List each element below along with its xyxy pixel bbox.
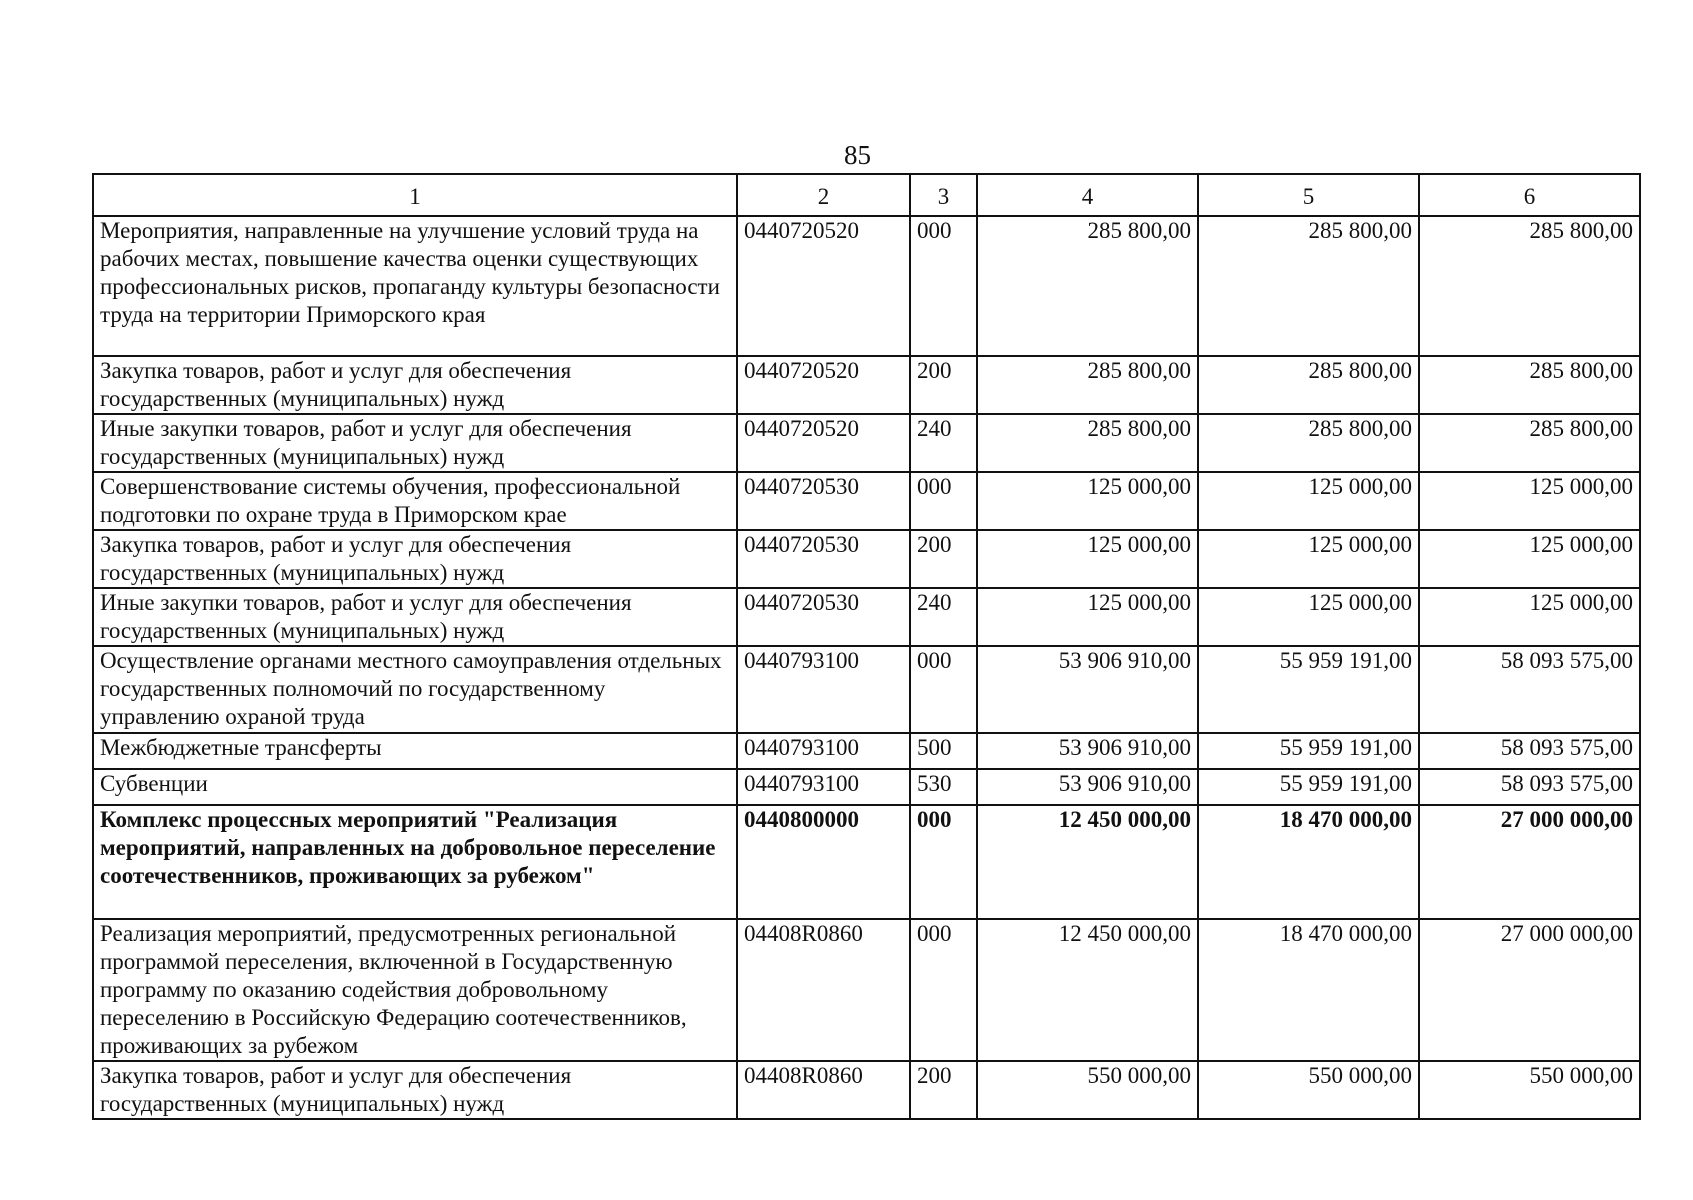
row-amount-6: 27 000 000,00 — [1419, 919, 1640, 1061]
row-code: 0440793100 — [737, 646, 910, 733]
row-amount-5: 18 470 000,00 — [1198, 919, 1419, 1061]
row-amount-5: 550 000,00 — [1198, 1061, 1419, 1119]
table-row — [93, 919, 1640, 1061]
row-amount-6: 58 093 575,00 — [1419, 646, 1640, 733]
row-type: 240 — [910, 414, 977, 472]
row-amount-4: 125 000,00 — [977, 588, 1198, 646]
row-amount-5: 285 800,00 — [1198, 414, 1419, 472]
header-col-1: 1 — [93, 174, 737, 216]
row-amount-4: 125 000,00 — [977, 530, 1198, 588]
row-name: Субвенции — [93, 769, 737, 805]
row-amount-4: 53 906 910,00 — [977, 769, 1198, 805]
row-amount-6: 285 800,00 — [1419, 216, 1640, 356]
row-code: 0440793100 — [737, 769, 910, 805]
row-amount-5: 55 959 191,00 — [1198, 646, 1419, 733]
row-code: 0440720520 — [737, 414, 910, 472]
table-row — [93, 414, 1640, 472]
row-amount-4: 285 800,00 — [977, 414, 1198, 472]
row-amount-5: 55 959 191,00 — [1198, 769, 1419, 805]
row-amount-4: 12 450 000,00 — [977, 805, 1198, 919]
row-code: 04408R0860 — [737, 1061, 910, 1119]
row-amount-6: 58 093 575,00 — [1419, 733, 1640, 769]
table-row — [93, 356, 1640, 414]
row-amount-5: 125 000,00 — [1198, 588, 1419, 646]
row-amount-5: 285 800,00 — [1198, 216, 1419, 356]
row-amount-4: 285 800,00 — [977, 216, 1198, 356]
row-amount-5: 125 000,00 — [1198, 472, 1419, 530]
header-col-2: 2 — [737, 174, 910, 216]
table-row — [93, 530, 1640, 588]
row-type: 000 — [910, 805, 977, 919]
row-type: 240 — [910, 588, 977, 646]
row-amount-6: 285 800,00 — [1419, 356, 1640, 414]
row-amount-4: 125 000,00 — [977, 472, 1198, 530]
row-amount-4: 53 906 910,00 — [977, 733, 1198, 769]
row-amount-6: 285 800,00 — [1419, 414, 1640, 472]
row-name: Совершенствование системы обучения, профессиональной подготовки по охране труда в Приморском крае — [93, 472, 737, 530]
table-row — [93, 472, 1640, 530]
row-amount-6: 58 093 575,00 — [1419, 769, 1640, 805]
row-type: 530 — [910, 769, 977, 805]
row-code: 0440800000 — [737, 805, 910, 919]
table-row — [93, 646, 1640, 733]
row-code: 0440720530 — [737, 530, 910, 588]
row-amount-5: 285 800,00 — [1198, 356, 1419, 414]
table-row — [93, 805, 1640, 919]
row-amount-6: 125 000,00 — [1419, 530, 1640, 588]
row-code: 04408R0860 — [737, 919, 910, 1061]
row-code: 0440720530 — [737, 588, 910, 646]
row-amount-6: 125 000,00 — [1419, 588, 1640, 646]
row-name: Межбюджетные трансферты — [93, 733, 737, 769]
row-name: Осуществление органами местного самоуправления отдельных государственных полномочий по государственному управлению охраной труда — [93, 646, 737, 733]
row-amount-5: 125 000,00 — [1198, 530, 1419, 588]
header-col-5: 5 — [1198, 174, 1419, 216]
row-amount-4: 550 000,00 — [977, 1061, 1198, 1119]
row-amount-6: 550 000,00 — [1419, 1061, 1640, 1119]
row-type: 200 — [910, 530, 977, 588]
table-row — [93, 733, 1640, 769]
row-name: Иные закупки товаров, работ и услуг для обеспечения государственных (муниципальных) нужд — [93, 588, 737, 646]
table-row — [93, 769, 1640, 805]
row-amount-5: 18 470 000,00 — [1198, 805, 1419, 919]
row-name: Закупка товаров, работ и услуг для обеспечения государственных (муниципальных) нужд — [93, 356, 737, 414]
row-name: Иные закупки товаров, работ и услуг для обеспечения государственных (муниципальных) нужд — [93, 414, 737, 472]
row-type: 000 — [910, 919, 977, 1061]
row-name: Мероприятия, направленные на улучшение условий труда на рабочих местах, повышение качества оценки существующих профессиональных рисков, пропаганду культуры безопасности труда на территории Приморского края — [93, 216, 737, 356]
row-code: 0440720520 — [737, 216, 910, 356]
row-amount-4: 53 906 910,00 — [977, 646, 1198, 733]
page-number: 85 — [844, 140, 871, 170]
row-amount-5: 55 959 191,00 — [1198, 733, 1419, 769]
header-col-6: 6 — [1419, 174, 1640, 216]
row-name: Реализация мероприятий, предусмотренных региональной программой переселения, включенной в Государственную программу по оказанию содействия добровольному переселению в Российскую Федерацию соотечественников, проживающих за рубежом — [93, 919, 737, 1061]
row-type: 200 — [910, 356, 977, 414]
header-row — [93, 174, 1640, 216]
row-code: 0440720530 — [737, 472, 910, 530]
header-col-4: 4 — [977, 174, 1198, 216]
row-code: 0440720520 — [737, 356, 910, 414]
table-row — [93, 1061, 1640, 1119]
table-row — [93, 588, 1640, 646]
budget-table — [92, 173, 1641, 1120]
header-col-3: 3 — [910, 174, 977, 216]
row-type: 000 — [910, 646, 977, 733]
row-amount-6: 27 000 000,00 — [1419, 805, 1640, 919]
row-type: 000 — [910, 472, 977, 530]
row-name: Закупка товаров, работ и услуг для обеспечения государственных (муниципальных) нужд — [93, 530, 737, 588]
row-name: Закупка товаров, работ и услуг для обеспечения государственных (муниципальных) нужд — [93, 1061, 737, 1119]
row-type: 200 — [910, 1061, 977, 1119]
row-code: 0440793100 — [737, 733, 910, 769]
row-amount-4: 285 800,00 — [977, 356, 1198, 414]
row-amount-6: 125 000,00 — [1419, 472, 1640, 530]
table-row — [93, 216, 1640, 356]
row-amount-4: 12 450 000,00 — [977, 919, 1198, 1061]
row-type: 000 — [910, 216, 977, 356]
row-type: 500 — [910, 733, 977, 769]
row-name: Комплекс процессных мероприятий "Реализация мероприятий, направленных на добровольное переселение соотечественников, проживающих за рубежом" — [93, 805, 737, 919]
